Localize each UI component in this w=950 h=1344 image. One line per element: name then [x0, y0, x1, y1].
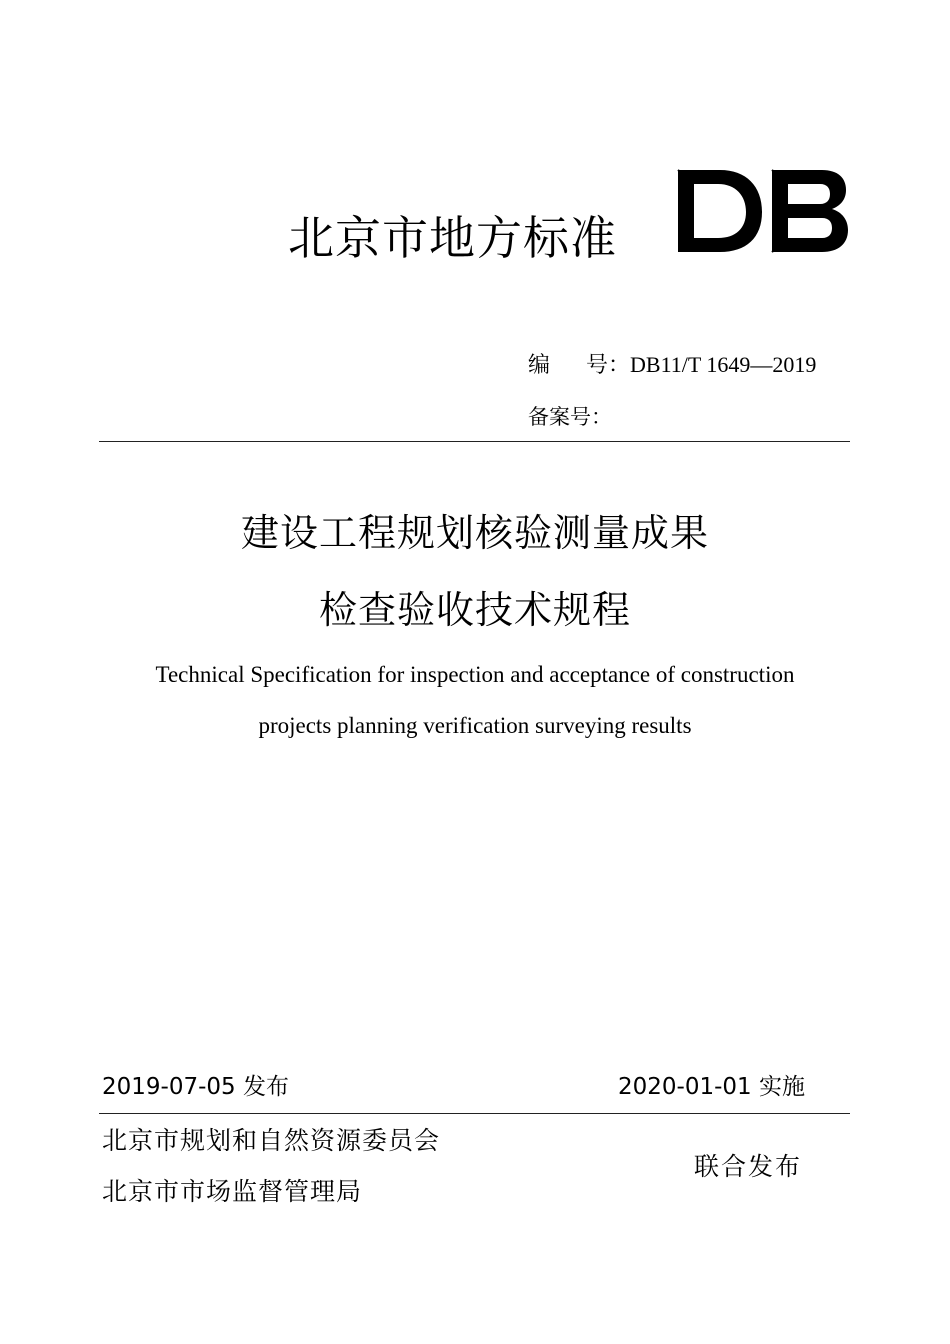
en-title-line-2: projects planning verification surveying results: [258, 713, 692, 738]
standard-number-label-a: 编: [528, 353, 551, 378]
header-divider: [99, 441, 850, 442]
standard-number: [528, 350, 816, 381]
cn-title-line-1: 建设工程规划核验测量成果: [240, 511, 709, 555]
joint-issue-label: 联合发布: [694, 1152, 803, 1181]
footer-divider: [99, 1113, 850, 1114]
standard-number-value: DB11/T 1649—2019: [630, 352, 817, 377]
cn-title-line-2: 检查验收技术规程: [318, 588, 631, 632]
standard-type-title: 北京市地方标准: [288, 211, 617, 265]
standard-number-label-b: 号：: [586, 353, 631, 378]
issuer-org-1: 北京市规划和自然资源委员会: [102, 1126, 441, 1155]
db-logo: [676, 166, 850, 256]
implementation-date: 2020-01-01 实施: [618, 1074, 805, 1100]
record-number-label: 备案号：: [528, 405, 612, 429]
en-title-line-1: Technical Specification for inspection and acceptance of construction: [155, 662, 795, 687]
issue-date: 2019-07-05 发布: [102, 1074, 289, 1100]
issuer-org-2: 北京市市场监督管理局: [102, 1177, 363, 1206]
